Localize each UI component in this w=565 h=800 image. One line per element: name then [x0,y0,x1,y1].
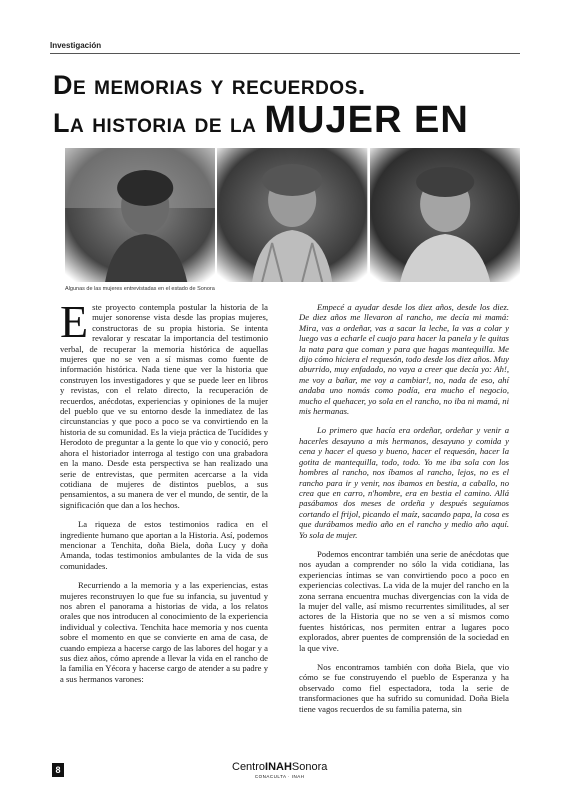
logo-inah: INAH [265,761,292,773]
drop-cap: E [60,296,89,347]
headline-line-2-big: MUJER EN [264,99,469,141]
intro-text: ste proyecto contempla postular la historia de la mujer sonorense vista desde las propias mujeres, constructoras de su propia historia. Se intenta revalorar y rescatar la importancia del testimonio verbal, de recuperar la memoria histórica de aquellas mujeres que no se ven a sí mismas como fuente de información histórica. Nada tiene que ver la historia que construyen los investigadores y que se puede leer en libros y revistas, con el relato directo, la recuperación de recuerdos, anécdotas, experiencias y opiniones de la mujer del pueblo que ve su entorno desde la inmediatez de las circunstancias y que poco a poco se va convirtiendo en la historia de su comunidad. Es la vieja práctica de Tucídides y Herodoto de preguntar a la gente lo que vio y conoció, pero ahora el historiador interroga al testigo con una grabadora en la mano. Desde esta perspectiva se han realizado una serie de entrevistas, que permiten acercarse a la vida cotidiana de mujeres de distintos pueblos, a sus pensamientos, a su manera de ver el mundo, de sentir, de la significación que dan a los hechos. [60,302,268,510]
paragraph-3: Recurriendo a la memoria y a las experiencias, estas mujeres reconstruyen lo que fue su infancia, su juventud y nos abren el panorama a historias de vida, a los relatos orales que nos introducen al conocimiento de la experiencia individual y colectiva. Tenchita hace memoria y nos cuenta sobre el momento en que se convierte en ama de casa, de cuando empieza a hacerse cargo de las labores del hogar y a sus diez años, cómo aprende a llevar la vida en el rancho de la familia en Yécora y hacerse cargo de atender a su padre y a sus hermanos varones: [60,580,268,684]
header-rule [50,53,520,54]
photo-woman-2 [217,148,367,282]
headline-line-2 [53,100,565,143]
left-column [60,296,268,693]
paragraph-2: La riqueza de estos testimonios radica en el ingrediente humano que aportan a la Historia. Así, podemos mencionar a Tenchita, doña Biela, doña Lucy y doña Amanda, todas testimonios ambulantes de la vida de sus comunidades. [60,519,268,571]
centro-inah-sonora-logo [232,761,327,780]
photo-woman-1 [65,148,215,282]
quote-1: Empecé a ayudar desde los diez años, desde los diez. De diez años me llevaron al rancho, me decía mi mamá: Mira, vas a ordeñar, vas a sacar la leche, la vas a colar y luego vas a echarle el cuajo para hacer la panela y le quitas la nata para que coman y para que hagas mantequilla. Me dijo cómo hiciera el requesón, todo desde los diez años. Muy aburrido, muy enfadado, no vaya a creer que decía yo: Ah!, me voy a bañar, me voy a cambiar!, no, nada de eso, ahí andaba uno nomás como podía, era mucho el negocio, mucho el quehacer, yo sola en el rancho, no iba ni mamá, ni mis hermanas. [299,302,509,417]
logo-subtitle: CONACULTA · INAH [254,774,305,779]
quote-2: Lo primero que hacía era ordeñar, ordeñar y venir a hacerles desayuno a mis hermanos, desayuno y comida y cena y hacer el queso y bueno, hacer el requesón, hacer la gotita de mantequilla, todo, todo. Yo me iba sola con los hombres al rancho, nos íbamos al rancho, lejos, no es el rancho para ir y venir, nos íbamos en bestia, a caballo, no crea que en carro, n'hombre, era en bestia el camino. Allá pasábamos dos meses de ordeña y después seguíamos cortando el frijol, picando el maíz, sacando papa, la cosa es que durábamos medio año en el rancho y medio año aquí. Yo sola de mujer. [299,425,509,540]
page-number: 8 [52,763,64,777]
section-label: Investigación [50,41,102,50]
logo-sonora: Sonora [291,761,328,773]
paragraph-5: Nos encontramos también con doña Biela, que vio cómo se fue construyendo el pueblo de Esperanza y ha observado como fiel espectadora, toda la serie de transformaciones que ha sufrido su comunidad. Doña Biela tiene vagos recuerdos de su familia paterna, sin [299,662,509,714]
photo-strip [65,148,520,282]
intro-paragraph [60,296,268,510]
paragraph-4: Podemos encontrar también una serie de anécdotas que nos ayudan a comprender no sólo la vida cotidiana, las experiencias íntimas se van convirtiendo poco a poco en experiencias colectivas. La vida de la mujer del rancho en la zona serrana encuentra muchas divergencias con la vida de la mujer del valle, así mismo recurrentes similitudes, al ser actores de la Historia que no se ven a sí mismos como fuentes históricas, nos permiten entrar a lugares poco explorados, abrer puentes de comprensión de la sociedad en la que vive. [299,548,509,653]
logo-centro: Centro [232,761,266,773]
article-headline [53,70,565,143]
photo-woman-3 [370,148,520,282]
right-column [299,302,509,723]
photo-caption: Algunas de las mujeres entrevistadas en el estado de Sonora [65,286,215,292]
headline-line-1: De memorias y recuerdos. [53,70,366,100]
headline-line-2-small: La historia de la [53,108,265,138]
